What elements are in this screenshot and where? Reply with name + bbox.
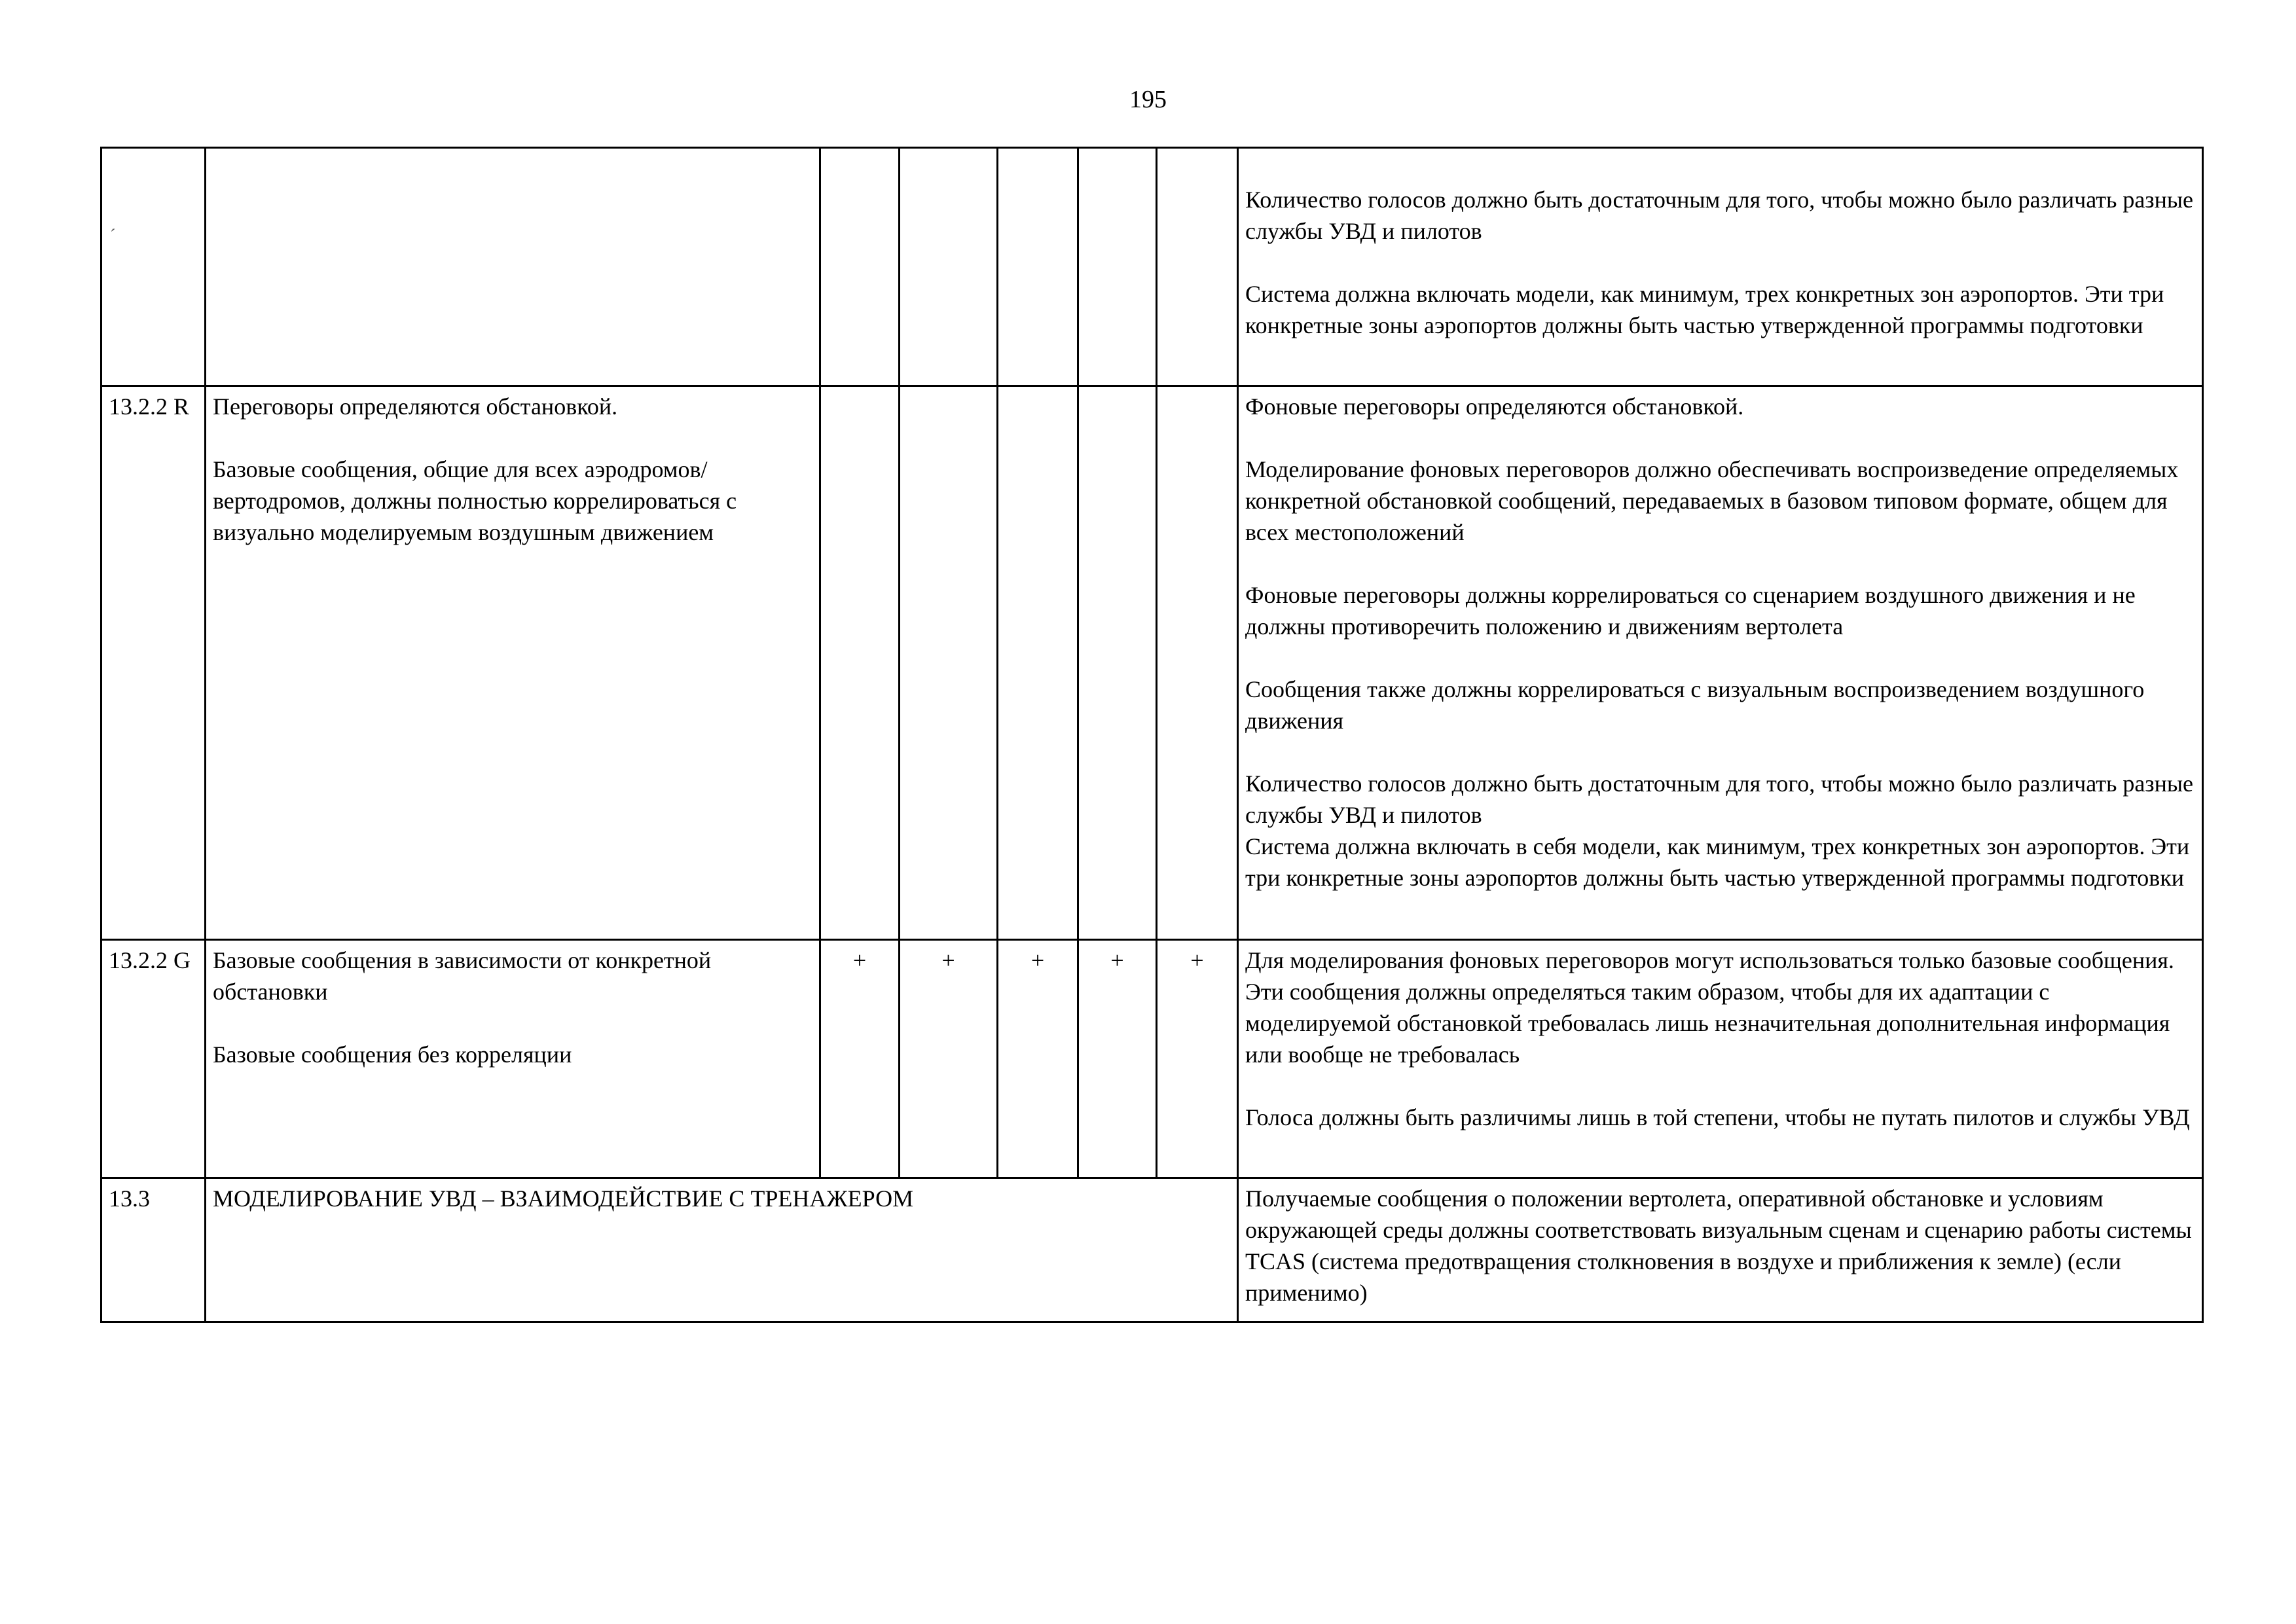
table-row xyxy=(101,386,2203,940)
requirements-table xyxy=(100,147,2204,1323)
mark-cell: + xyxy=(1078,940,1157,1178)
mark-cell xyxy=(998,148,1078,386)
mark-cell xyxy=(820,386,900,940)
row-requirements xyxy=(1238,148,2203,386)
mark-cell xyxy=(998,386,1078,940)
mark-cell xyxy=(1078,386,1157,940)
mark-cell: + xyxy=(1157,940,1238,1178)
requirement-text: Количество голосов должно быть достаточным для того, чтобы можно было различать разные службы УВД и пилотов xyxy=(1245,187,2194,244)
row-requirements xyxy=(1238,940,2203,1178)
requirement-text: Моделирование фоновых переговоров должно обеспечивать воспроизведение определяемых конкретной обстановкой сообщений, передаваемых в базовом типовом формате, общем для всех местоположений xyxy=(1245,456,2179,545)
mark-cell xyxy=(1157,148,1238,386)
mark-cell xyxy=(1157,386,1238,940)
description-text: Базовые сообщения без корреляции xyxy=(213,1041,572,1068)
row-id: 13.2.2 R xyxy=(101,386,206,940)
requirement-text: Фоновые переговоры определяются обстановкой. xyxy=(1245,393,1744,420)
description-text: Переговоры определяются обстановкой. xyxy=(213,393,618,420)
row-requirements xyxy=(1238,1178,2203,1322)
mark-cell xyxy=(900,148,998,386)
requirement-text: Сообщения также должны коррелироваться с визуальным воспроизведением воздушного движения xyxy=(1245,676,2145,734)
requirement-text: Для моделирования фоновых переговоров могут использоваться только базовые сообщения. Эти сообщения должны определяться таким образом, чтобы для их адаптации с моделируемой обстановкой требовалась лишь незначительная дополнительная информация или вообще не требовалась xyxy=(1245,947,2174,1068)
row-description xyxy=(206,386,820,940)
mark-cell: + xyxy=(900,940,998,1178)
mark-cell: + xyxy=(820,940,900,1178)
description-text: Базовые сообщения в зависимости от конкретной обстановки xyxy=(213,947,712,1005)
requirement-text: Фоновые переговоры должны коррелироваться со сценарием воздушного движения и не должны противоречить положению и движениям вертолета xyxy=(1245,582,2136,640)
description-text: Базовые сообщения, общие для всех аэродромов/ вертодромов, должны полностью коррелироваться с визуально моделируемым воздушным движением xyxy=(213,456,737,545)
row-id: 13.3 xyxy=(101,1178,206,1322)
mark-cell xyxy=(900,386,998,940)
mark-cell: + xyxy=(998,940,1078,1178)
section-heading: МОДЕЛИРОВАНИЕ УВД – ВЗАИМОДЕЙСТВИЕ С ТРЕНАЖЕРОМ xyxy=(206,1178,1238,1322)
requirement-text: Система должна включать модели, как минимум, трех конкретных зон аэропортов. Эти три конкретные зоны аэропортов должны быть частью утвержденной программы подготовки xyxy=(1245,281,2164,338)
requirement-text: Система должна включать в себя модели, как минимум, трех конкретных зон аэропортов. Эти три конкретные зоны аэропортов должны быть частью утвержденной программы подготовки xyxy=(1245,833,2190,891)
table-row xyxy=(101,1178,2203,1322)
mark-cell xyxy=(820,148,900,386)
table-row xyxy=(101,148,2203,386)
requirement-text: Голоса должны быть различимы лишь в той степени, чтобы не путать пилотов и службы УВД xyxy=(1245,1104,2190,1130)
row-id xyxy=(101,148,206,386)
page-number: 195 xyxy=(1129,86,1167,113)
scan-mark: ˊ xyxy=(110,226,116,245)
table-row xyxy=(101,940,2203,1178)
mark-cell xyxy=(1078,148,1157,386)
row-requirements xyxy=(1238,386,2203,940)
requirement-text: Количество голосов должно быть достаточным для того, чтобы можно было различать разные службы УВД и пилотов xyxy=(1245,770,2194,828)
row-description xyxy=(206,148,820,386)
row-id: 13.2.2 G xyxy=(101,940,206,1178)
row-description xyxy=(206,940,820,1178)
requirement-text: Получаемые сообщения о положении вертолета, оперативной обстановке и условиям окружающей среды должны соответствовать визуальным сценам и сценарию работы системы TCAS (система предотвращения столкновения в воздухе и приближения к земле) (если применимо) xyxy=(1245,1185,2192,1306)
